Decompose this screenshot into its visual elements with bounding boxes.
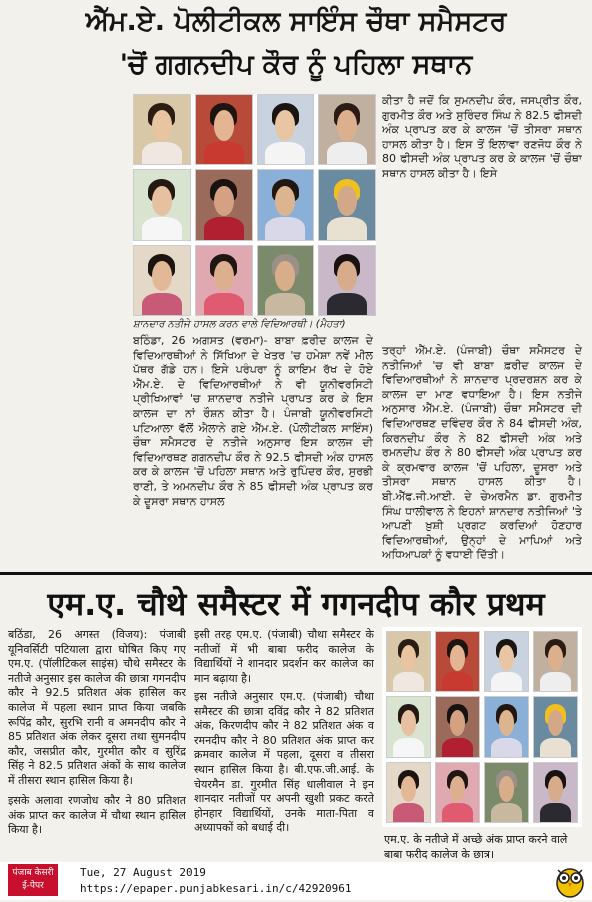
punjabi-headline-line1: ਐੱਮ.ਏ. ਪੋਲੀਟੀਕਲ ਸਾਇੰਸ ਚੌਥਾ ਸਮੈਸਟਰ bbox=[85, 6, 507, 37]
punjabi-right-column: ਕੀਤਾ ਹੈ ਜਦੋਂ ਕਿ ਸੁਮਨਦੀਪ ਕੌਰ, ਜਸਪ੍ਰੀਤ ਕੌਰ, ਗੁਰਮੀਤ ਕੌਰ ਅਤੇ ਸੁਰਿੰਦਰ ਸਿੰਘ ਨੇ 82.5 ਫੀਸਦੀ ਅੰਕ ਪ੍ਰਾਪਤ ਕਰ ਕੇ ਕਾਲਜ 'ਚੋਂ ਤੀਸਰਾ ਸਥਾਨ ਹਾਸਲ ਕੀਤਾ ਹੈ। ਇਸ ਤੋਂ ਇਲਾਵਾ ਰਣਜੋਧ ਕੌਰ ਨੇ 80 ਫੀਸਦੀ ਅੰਕ ਪ੍ਰਾਪਤ ਕਰ ਕੇ ਕਾਲਜ 'ਚੋਂ ਚੌਥਾ ਸਥਾਨ ਹਾਸਲ ਕੀਤਾ ਹੈ। ਇਸੇ bbox=[382, 94, 582, 180]
hindi-portrait-photo bbox=[386, 631, 431, 692]
epaper-url-link[interactable]: https://epaper.punjabkesari.in/c/42920961 bbox=[80, 882, 352, 895]
punjabi-photo-collage bbox=[133, 94, 376, 316]
hindi-portrait-photo bbox=[435, 696, 480, 757]
punjabi-portrait-photo bbox=[133, 94, 191, 165]
hindi-portrait-photo bbox=[484, 631, 529, 692]
logo-line1: पंजाब केसरी bbox=[12, 868, 54, 878]
hindi-headline: एम.ए. चौथे समैस्टर में गगनदीप कौर प्रथम bbox=[47, 585, 545, 623]
punjabi-portrait-photo bbox=[133, 169, 191, 240]
logo-line2: ई-पेपर bbox=[22, 881, 44, 891]
punjabi-portrait-photo bbox=[257, 94, 315, 165]
punjabi-portrait-photo bbox=[257, 245, 315, 316]
hindi-portrait-photo bbox=[386, 696, 431, 757]
punjabi-right-body: ਤਰ੍ਹਾਂ ਐੱਮ.ਏ. (ਪੰਜਾਬੀ) ਚੌਥਾ ਸਮੈਸਟਰ ਦੇ ਨਤੀਜਿਆਂ 'ਚ ਵੀ ਬਾਬਾ ਫ਼ਰੀਦ ਕਾਲਜ ਦੇ ਵਿਦਿਆਰਥੀਆਂ ਨੇ ਸ਼ਾਨਦਾਰ ਪ੍ਰਦਰਸ਼ਨ ਕਰ ਕੇ ਕਾਲਜ ਦਾ ਮਾਣ ਵਧਾਇਆ ਹੈ। ਇਸ ਨਤੀਜੇ ਅਨੁਸਾਰ ਐੱਮ.ਏ. (ਪੰਜਾਬੀ) ਚੌਥਾ ਸਮੈਸਟਰ ਦੀ ਵਿਦਿਆਰਥਣ ਦਵਿੰਦਰ ਕੌਰ ਨੇ 84 ਫੀਸਦੀ ਅੰਕ, ਕਿਰਨਦੀਪ ਕੌਰ ਨੇ 82 ਫੀਸਦੀ ਅੰਕ ਅਤੇ ਰਮਨਦੀਪ ਕੌਰ ਨੇ 80 ਫੀਸਦੀ ਅੰਕ ਪ੍ਰਾਪਤ ਕਰ ਕੇ ਕ੍ਰਮਵਾਰ ਕਾਲਜ 'ਚੋਂ ਪਹਿਲਾ, ਦੂਸਰਾ ਅਤੇ ਤੀਸਰਾ ਸਥਾਨ ਹਾਸਲ ਕੀਤਾ ਹੈ। ਬੀ.ਐੱਫ.ਜੀ.ਆਈ. ਦੇ ਚੇਅਰਮੈਨ ਡਾ. ਗੁਰਮੀਤ ਸਿੰਘ ਧਾਲੀਵਾਲ ਨੇ ਇਹਨਾਂ ਸ਼ਾਨਦਾਰ ਨਤੀਜਿਆਂ 'ਤੇ ਆਪਣੀ ਖ਼ੁਸ਼ੀ ਪ੍ਰਗਟ ਕਰਦਿਆਂ ਹੋਣਹਾਰ ਵਿਦਿਆਰਥੀਆਂ, ਉਨ੍ਹਾਂ ਦੇ ਮਾਪਿਆਂ ਅਤੇ ਅਧਿਆਪਕਾਂ ਨੂੰ ਵਧਾਈ ਦਿੱਤੀ। bbox=[382, 344, 582, 562]
article-divider bbox=[0, 572, 592, 575]
hindi-col2-para1: इसी तरह एम.ए. (पंजाबी) चौथा समैस्टर के नतीजों में भी बाबा फरीद कालेज के विद्यार्थियों ने शानदार प्रदर्शन कर कालेज का मान बढ़ाया है। bbox=[194, 628, 374, 685]
punjabi-headline-line2: 'ਚੋਂ ਗਗਨਦੀਪ ਕੌਰ ਨੂੰ ਪਹਿਲਾ ਸਥਾਨ bbox=[119, 49, 473, 80]
hindi-portrait-photo bbox=[386, 762, 431, 823]
hindi-portrait-photo bbox=[435, 762, 480, 823]
hindi-photo-caption: एम.ए. के नतीजे में अच्छे अंक प्राप्त करने वाले बाबा फरीद कालेज के छात्र। bbox=[384, 833, 568, 861]
punjabi-portrait-photo bbox=[195, 245, 253, 316]
punjabi-photo-caption: ਸ਼ਾਨਦਾਰ ਨਤੀਜੇ ਹਾਸਲ ਕਰਨ ਵਾਲੇ ਵਿਦਿਆਰਥੀ। (ਮੈਹਤਾ) bbox=[133, 319, 346, 330]
punjabi-portrait-photo bbox=[257, 169, 315, 240]
owl-icon bbox=[552, 862, 588, 898]
publication-date: Tue, 27 August 2019 bbox=[80, 866, 206, 879]
hindi-photo-collage bbox=[382, 627, 582, 827]
punjabi-portrait-photo bbox=[318, 94, 376, 165]
punjabi-left-body: ਬਠਿੰਡਾ, 26 ਅਗਸਤ (ਵਰਮਾ)- ਬਾਬਾ ਫ਼ਰੀਦ ਕਾਲਜ ਦੇ ਵਿਦਿਆਰਥੀਆਂ ਨੇ ਸਿੱਖਿਆ ਦੇ ਖੇਤਰ 'ਚ ਹਮੇਸ਼ਾ ਨਵੇਂ ਮੀਲ ਪੱਥਰ ਗੱਡੇ ਹਨ। ਇਸੇ ਪਰੰਪਰਾ ਨੂੰ ਕਾਇਮ ਰੱਖ ਦੇ ਹੋਏ ਐੱਮ.ਏ. ਦੇ ਵਿਦਿਆਰਥੀਆਂ ਨੇ ਵੀ ਯੂਨੀਵਰਸਿਟੀ ਪ੍ਰੀਖਿਆਵਾਂ 'ਚ ਸ਼ਾਨਦਾਰ ਨਤੀਜੇ ਪ੍ਰਾਪਤ ਕਰ ਕੇ ਇਸ ਕਾਲਜ ਦਾ ਨਾਂ ਰੌਸ਼ਨ ਕੀਤਾ ਹੈ। ਪੰਜਾਬੀ ਯੂਨੀਵਰਸਿਟੀ ਪਟਿਆਲਾ ਵੱਲੋਂ ਐਲਾਨੇ ਗਏ ਐੱਮ.ਏ. (ਪੋਲੀਟੀਕਲ ਸਾਇੰਸ) ਚੌਥਾ ਸਮੈਸਟਰ ਦੇ ਨਤੀਜੇ ਅਨੁਸਾਰ ਇਸ ਕਾਲਜ ਦੀ ਵਿਦਿਆਰਥਣ ਗਗਨਦੀਪ ਕੌਰ ਨੇ 92.5 ਫੀਸਦੀ ਅੰਕ ਹਾਸਲ ਕਰ ਕੇ ਕਾਲਜ 'ਚੋਂ ਪਹਿਲਾ ਸਥਾਨ ਅਤੇ ਰੁਪਿੰਦਰ ਕੌਰ, ਸੁਰਭੀ ਰਾਣੀ, ਤੇ ਅਮਨਦੀਪ ਕੌਰ ਨੇ 85 ਫੀਸਦੀ ਅੰਕ ਪ੍ਰਾਪਤ ਕਰ ਕੇ ਦੂਸਰਾ ਸਥਾਨ ਹਾਸਲ bbox=[133, 334, 373, 508]
hindi-col1-para2: इसके अलावा रणजोध कौर ने 80 प्रतिशत अंक प्राप्त कर कालेज में चौथा स्थान हासिल किया है। bbox=[8, 794, 186, 837]
punjabi-portrait-photo bbox=[195, 169, 253, 240]
punjabi-portrait-photo bbox=[318, 169, 376, 240]
punjabi-portrait-photo bbox=[195, 94, 253, 165]
hindi-col1-para1: बठिंडा, 26 अगस्त (विजय): पंजाबी यूनिवर्सिटी पटियाला द्वारा घोषित किए गए एम.ए. (पॉलीटिकल साइंस) चौथे समैस्टर के नतीजे अनुसार इस कालेज की छात्रा गगनदीप कौर ने 92.5 प्रतिशत अंक हासिल कर कालेज में पहला स्थान प्राप्त किया जबकि रूपिंद्र कौर, सुरभि रानी व अमनदीप कौर ने 85 प्रतिशत अंक लेकर दूसरा तथा सुमनदीप कौर, जसप्रीत कौर, गुरमीत कौर व सुरिंद्र सिंह ने 82.5 प्रतिशत अंकों के साथ कालेज में तीसरा स्थान हासिल किया है। bbox=[8, 628, 186, 787]
hindi-col2-para2: इस नतीजे अनुसार एम.ए. (पंजाबी) चौथा समैस्टर की छात्रा दविंद्र कौर ने 82 प्रतिशत अंक, किरणदीप कौर ने 82 प्रतिशत अंक व रमनदीप कौर ने 80 प्रतिशत अंक प्राप्त कर क्रमवार कालेज में पहला, दूसरा व तीसरा स्थान हासिल किया है। बी.एफ.जी.आई. के चेयरमैन डा. गुरमीत सिंह धालीवाल ने इन शानदार नतीजों पर अपनी खुशी प्रकट करते होनहार विद्यार्थियों, उनके माता-पिता व अध्यापकों को बधाई दी। bbox=[194, 690, 374, 835]
punjabi-portrait-photo bbox=[133, 245, 191, 316]
hindi-portrait-photo bbox=[435, 631, 480, 692]
hindi-portrait-photo bbox=[484, 696, 529, 757]
hindi-portrait-photo bbox=[533, 762, 578, 823]
hindi-portrait-photo bbox=[533, 696, 578, 757]
punjab-kesari-logo bbox=[8, 864, 58, 896]
punjabi-portrait-photo bbox=[318, 245, 376, 316]
hindi-portrait-photo bbox=[484, 762, 529, 823]
hindi-portrait-photo bbox=[533, 631, 578, 692]
